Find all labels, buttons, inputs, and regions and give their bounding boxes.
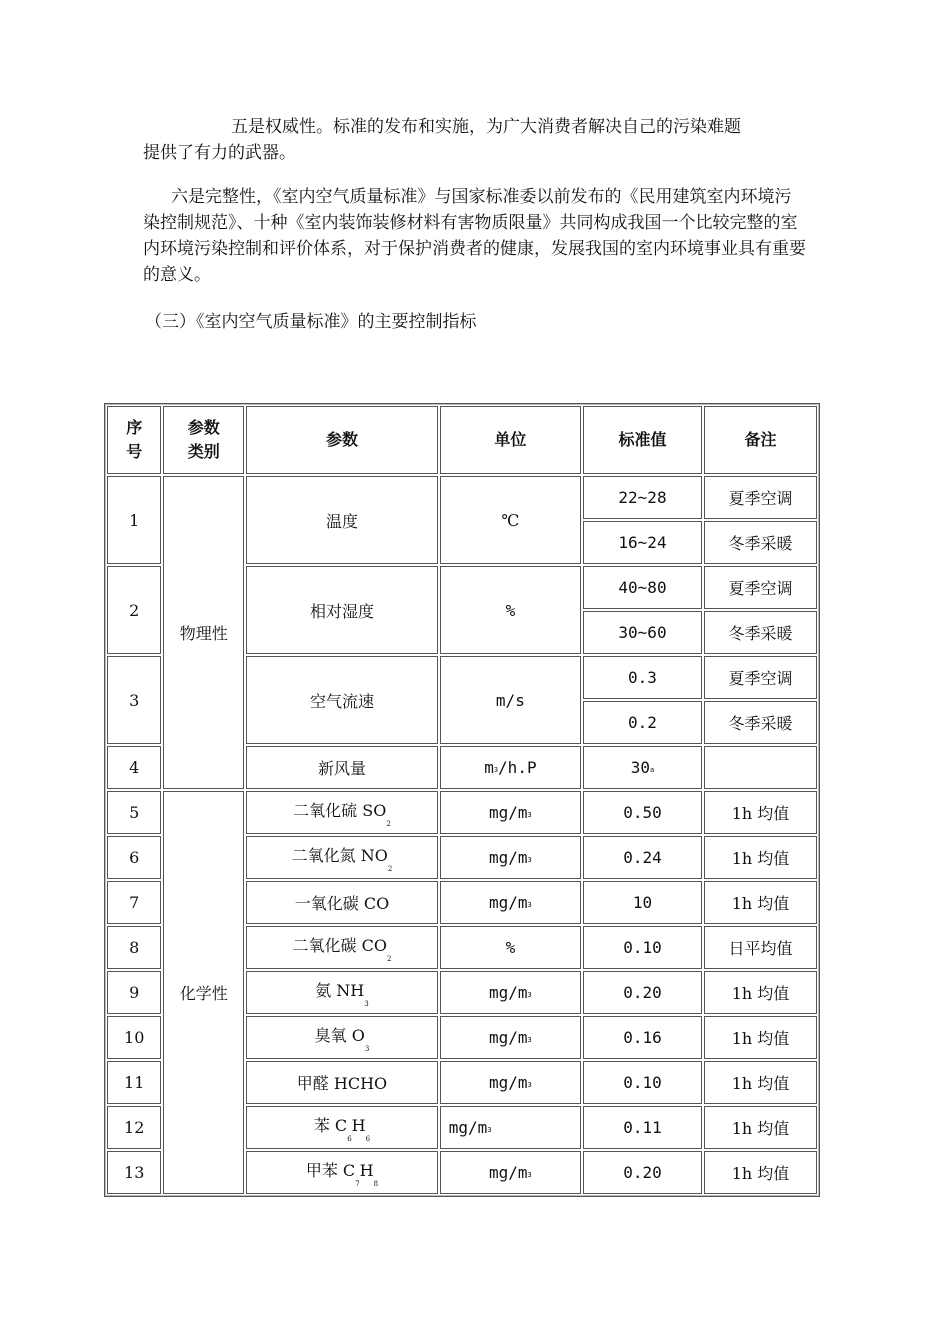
header-note: 备注	[704, 406, 817, 474]
cell-param: 苯 $C_6H_6$	[246, 1106, 438, 1149]
paragraph-authority-line1: 五是权威性。标准的发布和实施，为广大消费者解决自己的污染难题	[231, 117, 741, 137]
cell-value: 0.16	[583, 1016, 702, 1059]
cell-param: 一氧化碳 CO	[246, 881, 438, 924]
paragraph-completeness	[143, 184, 808, 288]
cell-value: 0.10	[583, 926, 702, 969]
cell-note: 1h 均值	[704, 1061, 817, 1104]
cell-value: 30a	[583, 746, 702, 789]
cell-note: 日平均值	[704, 926, 817, 969]
table-header-row	[107, 406, 817, 474]
table-row	[107, 476, 817, 519]
cell-value: 0.20	[583, 971, 702, 1014]
cell-param: 二氧化氮 $NO_2$	[246, 836, 438, 879]
cell-no: 12	[107, 1106, 161, 1149]
cell-note: 夏季空调	[704, 476, 817, 519]
cell-no: 11	[107, 1061, 161, 1104]
cell-note: 1h 均值	[704, 971, 817, 1014]
cell-unit: ℃	[440, 476, 581, 564]
cell-unit: mg/m3	[440, 791, 581, 834]
air-quality-standard-table	[104, 403, 820, 1197]
header-no: 序 号	[107, 406, 161, 474]
cell-value: 22~28	[583, 476, 702, 519]
cell-note	[704, 746, 817, 789]
cell-param: 臭氧 $O_3$	[246, 1016, 438, 1059]
cell-note: 冬季采暖	[704, 611, 817, 654]
cell-note: 1h 均值	[704, 791, 817, 834]
cell-no: 13	[107, 1151, 161, 1194]
cell-note: 冬季采暖	[704, 521, 817, 564]
cell-value: 0.24	[583, 836, 702, 879]
cell-no: 1	[107, 476, 161, 564]
cell-note: 1h 均值	[704, 1106, 817, 1149]
cell-no: 4	[107, 746, 161, 789]
cell-value: 40~80	[583, 566, 702, 609]
cell-no: 8	[107, 926, 161, 969]
cell-note: 夏季空调	[704, 566, 817, 609]
cell-param: 二氧化碳 $CO_2$	[246, 926, 438, 969]
cell-unit: m3/h.P	[440, 746, 581, 789]
header-param: 参数	[246, 406, 438, 474]
cell-no: 2	[107, 566, 161, 654]
cell-value: 0.20	[583, 1151, 702, 1194]
cell-param: 甲苯 $C_7H_8$	[246, 1151, 438, 1194]
paragraph-authority	[143, 114, 808, 166]
header-category: 参数 类别	[163, 406, 244, 474]
paragraph-completeness-text: 六是完整性，《室内空气质量标准》与国家标准委以前发布的《民用建筑室内环境污染控制规范》、十种《室内装饰装修材料有害物质限量》共同构成我国一个比较完整的室内环境污染控制和评价体系，对于保护消费者的健康，发展我国的室内环境事业具有重要的意义。	[143, 187, 806, 285]
section-heading: （三）《室内空气质量标准》的主要控制指标	[145, 312, 477, 332]
cell-value: 10	[583, 881, 702, 924]
cell-note: 冬季采暖	[704, 701, 817, 744]
cell-note: 夏季空调	[704, 656, 817, 699]
cell-unit: %	[440, 926, 581, 969]
cell-note: 1h 均值	[704, 1151, 817, 1194]
cell-no: 9	[107, 971, 161, 1014]
cell-param: 二氧化硫 $SO_2$	[246, 791, 438, 834]
cell-value: 16~24	[583, 521, 702, 564]
cell-unit: %	[440, 566, 581, 654]
cell-no: 3	[107, 656, 161, 744]
table-row	[107, 791, 817, 834]
cell-unit: mg/m3	[440, 836, 581, 879]
cell-param: 温度	[246, 476, 438, 564]
paragraph-authority-line2: 提供了有力的武器。	[143, 143, 296, 163]
cell-note: 1h 均值	[704, 836, 817, 879]
cell-value: 30~60	[583, 611, 702, 654]
cell-value: 0.3	[583, 656, 702, 699]
cell-value: 0.10	[583, 1061, 702, 1104]
cell-unit: mg/m3	[440, 1061, 581, 1104]
category-physical: 物理性	[163, 476, 244, 789]
cell-value: 0.2	[583, 701, 702, 744]
cell-note: 1h 均值	[704, 1016, 817, 1059]
cell-unit: mg/m3	[440, 1106, 581, 1149]
cell-no: 7	[107, 881, 161, 924]
header-unit: 单位	[440, 406, 581, 474]
cell-param: 氨 $NH_3$	[246, 971, 438, 1014]
cell-param: 甲醛 HCHO	[246, 1061, 438, 1104]
cell-param: 空气流速	[246, 656, 438, 744]
cell-no: 5	[107, 791, 161, 834]
cell-value: 0.50	[583, 791, 702, 834]
cell-unit: mg/m3	[440, 971, 581, 1014]
cell-param: 相对湿度	[246, 566, 438, 654]
cell-unit: mg/m3	[440, 1016, 581, 1059]
cell-value: 0.11	[583, 1106, 702, 1149]
cell-unit: m/s	[440, 656, 581, 744]
category-chemical: 化学性	[163, 791, 244, 1194]
header-value: 标准值	[583, 406, 702, 474]
cell-no: 6	[107, 836, 161, 879]
cell-note: 1h 均值	[704, 881, 817, 924]
cell-unit: mg/m3	[440, 881, 581, 924]
cell-no: 10	[107, 1016, 161, 1059]
cell-unit: mg/m3	[440, 1151, 581, 1194]
cell-param: 新风量	[246, 746, 438, 789]
